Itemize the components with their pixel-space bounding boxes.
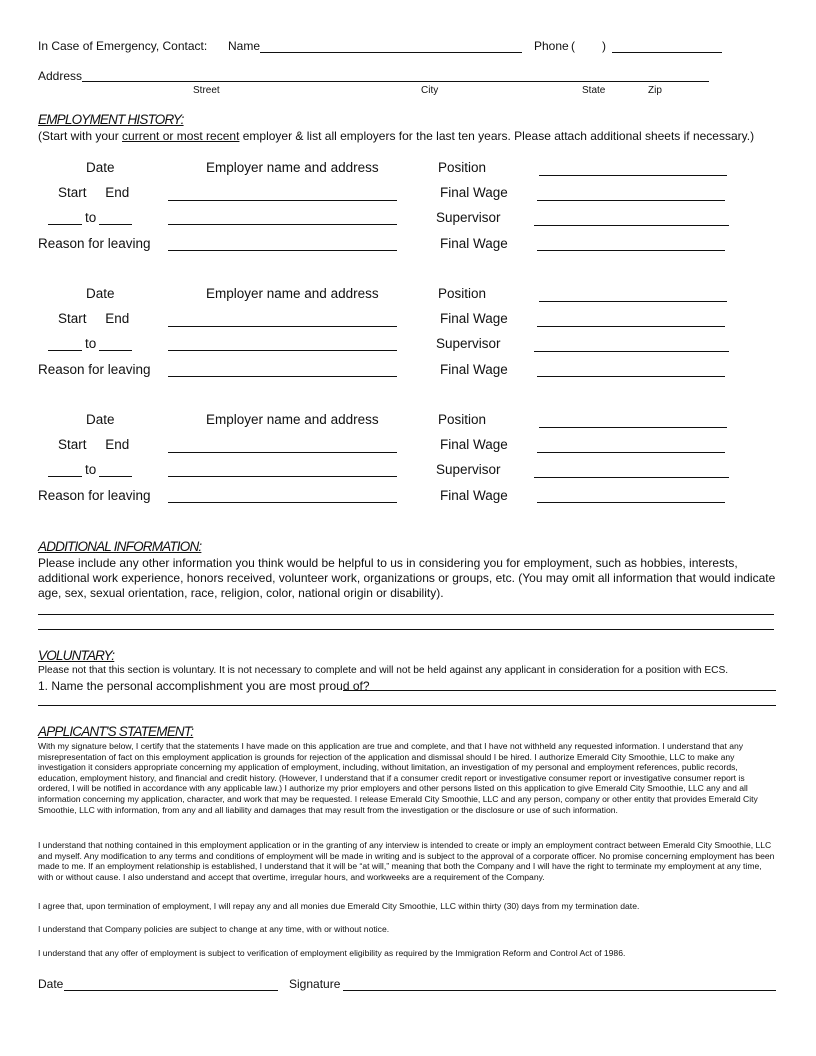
position-field[interactable] <box>539 175 727 176</box>
to-label: to <box>85 336 97 351</box>
supervisor-label: Supervisor <box>436 336 501 351</box>
employment-history-heading: EMPLOYMENT HISTORY: <box>38 112 184 127</box>
supervisor-label: Supervisor <box>436 210 501 225</box>
start-date-field[interactable] <box>48 350 82 351</box>
emergency-name-label: Name <box>228 39 261 53</box>
reason-for-leaving-label: Reason for leaving <box>38 488 151 503</box>
employer-name-field[interactable] <box>168 452 397 453</box>
address-field[interactable] <box>82 81 709 82</box>
date-label: Date <box>86 160 115 175</box>
accomplishment-field[interactable] <box>38 705 776 706</box>
supervisor-label: Supervisor <box>436 462 501 477</box>
employer-name-field[interactable] <box>168 326 397 327</box>
final-wage-label: Final Wage <box>440 437 508 452</box>
reason-for-leaving-label: Reason for leaving <box>38 236 151 251</box>
signature-date-field[interactable] <box>64 990 278 991</box>
statement-paragraph: I understand that any offer of employment is subject to verification of employment eligibility as required by the Immigration Reform and Control Act of 1986. <box>38 948 626 958</box>
phone-open-paren: ( <box>571 39 575 53</box>
accomplishment-field[interactable] <box>343 690 776 691</box>
position-field[interactable] <box>539 301 727 302</box>
address-zip-caption: Zip <box>648 85 662 96</box>
end-date-field[interactable] <box>99 224 132 225</box>
accomplishment-question: 1. Name the personal accomplishment you are most proud of? <box>38 679 370 693</box>
address-state-caption: State <box>582 85 606 96</box>
supervisor-field[interactable] <box>534 225 729 226</box>
signature-field[interactable] <box>343 990 776 991</box>
statement-paragraph: With my signature below, I certify that the statements I have made on this application are true and complete, and that I have not withheld any requested information. I understand that any misrepresentation of fact on this employment application is grounds for rejection of the application and dismissal should I be hired. I authorize Emerald City Smoothie, LLC to make any investigation it considers appropriate concerning my application of employment, including, without limitation, an investigation of my personal and employment references, public records, education, employment history, and financial and credit history. (However, I understand that if a consumer credit report or investigative consumer report or investigative consumer report is ordered, I will be notified in accordance with any applicable law.) I authorize my prior employers and other persons listed on this application to give Emerald City Smoothie, LLC any and all information concerning my application, character, and work that may be requested. I release Emerald City Smoothie, LLC and any person, company or other entity that provides Emerald City Smoothie, LLC with information, from any and all liability and damages that may result from the investigation or the disclosure or use of such information. <box>38 741 758 815</box>
final-wage-field[interactable] <box>537 452 725 453</box>
start-date-field[interactable] <box>48 476 82 477</box>
statement-paragraph: I understand that Company policies are subject to change at any time, with or without notice. <box>38 924 390 934</box>
to-label: to <box>85 462 97 477</box>
reason-for-leaving-field[interactable] <box>168 502 397 503</box>
final-wage-label: Final Wage <box>440 488 508 503</box>
start-date-field[interactable] <box>48 224 82 225</box>
emergency-name-field[interactable] <box>260 52 522 53</box>
date-label: Date <box>86 286 115 301</box>
final-wage-label: Final Wage <box>440 362 508 377</box>
supervisor-field[interactable] <box>534 351 729 352</box>
employer-address-field[interactable] <box>168 224 397 225</box>
phone-close-paren: ) <box>602 39 606 53</box>
position-field[interactable] <box>539 427 727 428</box>
employer-name-field[interactable] <box>168 200 397 201</box>
address-city-caption: City <box>421 85 439 96</box>
emergency-phone-field[interactable] <box>612 52 722 53</box>
position-label: Position <box>438 160 487 175</box>
final-wage-field[interactable] <box>537 200 725 201</box>
address-label: Address <box>38 69 83 83</box>
voluntary-note: Please not that this section is voluntary. It is not necessary to complete and will not be held against any applicant in consideration for a position with ECS. <box>38 665 729 676</box>
signature-label: Signature <box>289 977 341 991</box>
final-wage-field[interactable] <box>537 250 725 251</box>
reason-for-leaving-label: Reason for leaving <box>38 362 151 377</box>
final-wage-field[interactable] <box>537 502 725 503</box>
supervisor-field[interactable] <box>534 477 729 478</box>
additional-information-text: Please include any other information you think would be helpful to us in considering you for employment, such as hobbies, interests, additional work experience, honors received, volunteer work, organizations or groups, etc. (You may omit all information that would indicate age, sex, sexual orientation, race, religion, color, national origin or disability). <box>38 556 776 601</box>
employer-name-label: Employer name and address <box>206 160 379 175</box>
emergency-contact-label: In Case of Emergency, Contact: <box>38 39 208 53</box>
applicants-statement-heading: APPLICANT'S STATEMENT: <box>38 724 194 739</box>
to-label: to <box>85 210 97 225</box>
signature-date-label: Date <box>38 977 64 991</box>
statement-paragraph: I agree that, upon termination of employment, I will repay any and all monies due Emerald City Smoothie, LLC within thirty (30) days from my termination date. <box>38 901 640 911</box>
statement-paragraph: I understand that nothing contained in this employment application or in the granting of any interview is intended to create or imply an employment contract between Emerald City Smoothie, LLC and myself. Any modification to any terms and conditions of employment will be made in writing and is subject to the approval of a corporate officer. No promise concerning employment has been made to me. If an employment relationship is established, I understand that it will be “at will,” meaning that both the Company and I will have the right to terminate my employment at any time, with or without cause. I also understand and accept that overtime, irregular hours, and workweeks are a requirement of the Company. <box>38 840 775 882</box>
employer-address-field[interactable] <box>168 476 397 477</box>
end-date-field[interactable] <box>99 350 132 351</box>
position-label: Position <box>438 286 487 301</box>
position-label: Position <box>438 412 487 427</box>
voluntary-heading: VOLUNTARY: <box>38 648 115 663</box>
employer-address-field[interactable] <box>168 350 397 351</box>
end-date-field[interactable] <box>99 476 132 477</box>
final-wage-field[interactable] <box>537 326 725 327</box>
start-end-label: Start End <box>58 185 130 200</box>
employment-history-intro: (Start with your current or most recent employer & list all employers for the last ten years. Please attach additional sheets if necessary.) <box>38 129 755 143</box>
final-wage-field[interactable] <box>537 376 725 377</box>
address-street-caption: Street <box>193 85 220 96</box>
final-wage-label: Final Wage <box>440 311 508 326</box>
additional-info-field[interactable] <box>38 629 774 630</box>
emergency-phone-label: Phone <box>534 39 569 53</box>
start-end-label: Start End <box>58 437 130 452</box>
additional-information-heading: ADDITIONAL INFORMATION: <box>38 539 202 554</box>
final-wage-label: Final Wage <box>440 185 508 200</box>
additional-info-field[interactable] <box>38 614 774 615</box>
date-label: Date <box>86 412 115 427</box>
reason-for-leaving-field[interactable] <box>168 250 397 251</box>
start-end-label: Start End <box>58 311 130 326</box>
employer-name-label: Employer name and address <box>206 412 379 427</box>
employer-name-label: Employer name and address <box>206 286 379 301</box>
reason-for-leaving-field[interactable] <box>168 376 397 377</box>
final-wage-label: Final Wage <box>440 236 508 251</box>
